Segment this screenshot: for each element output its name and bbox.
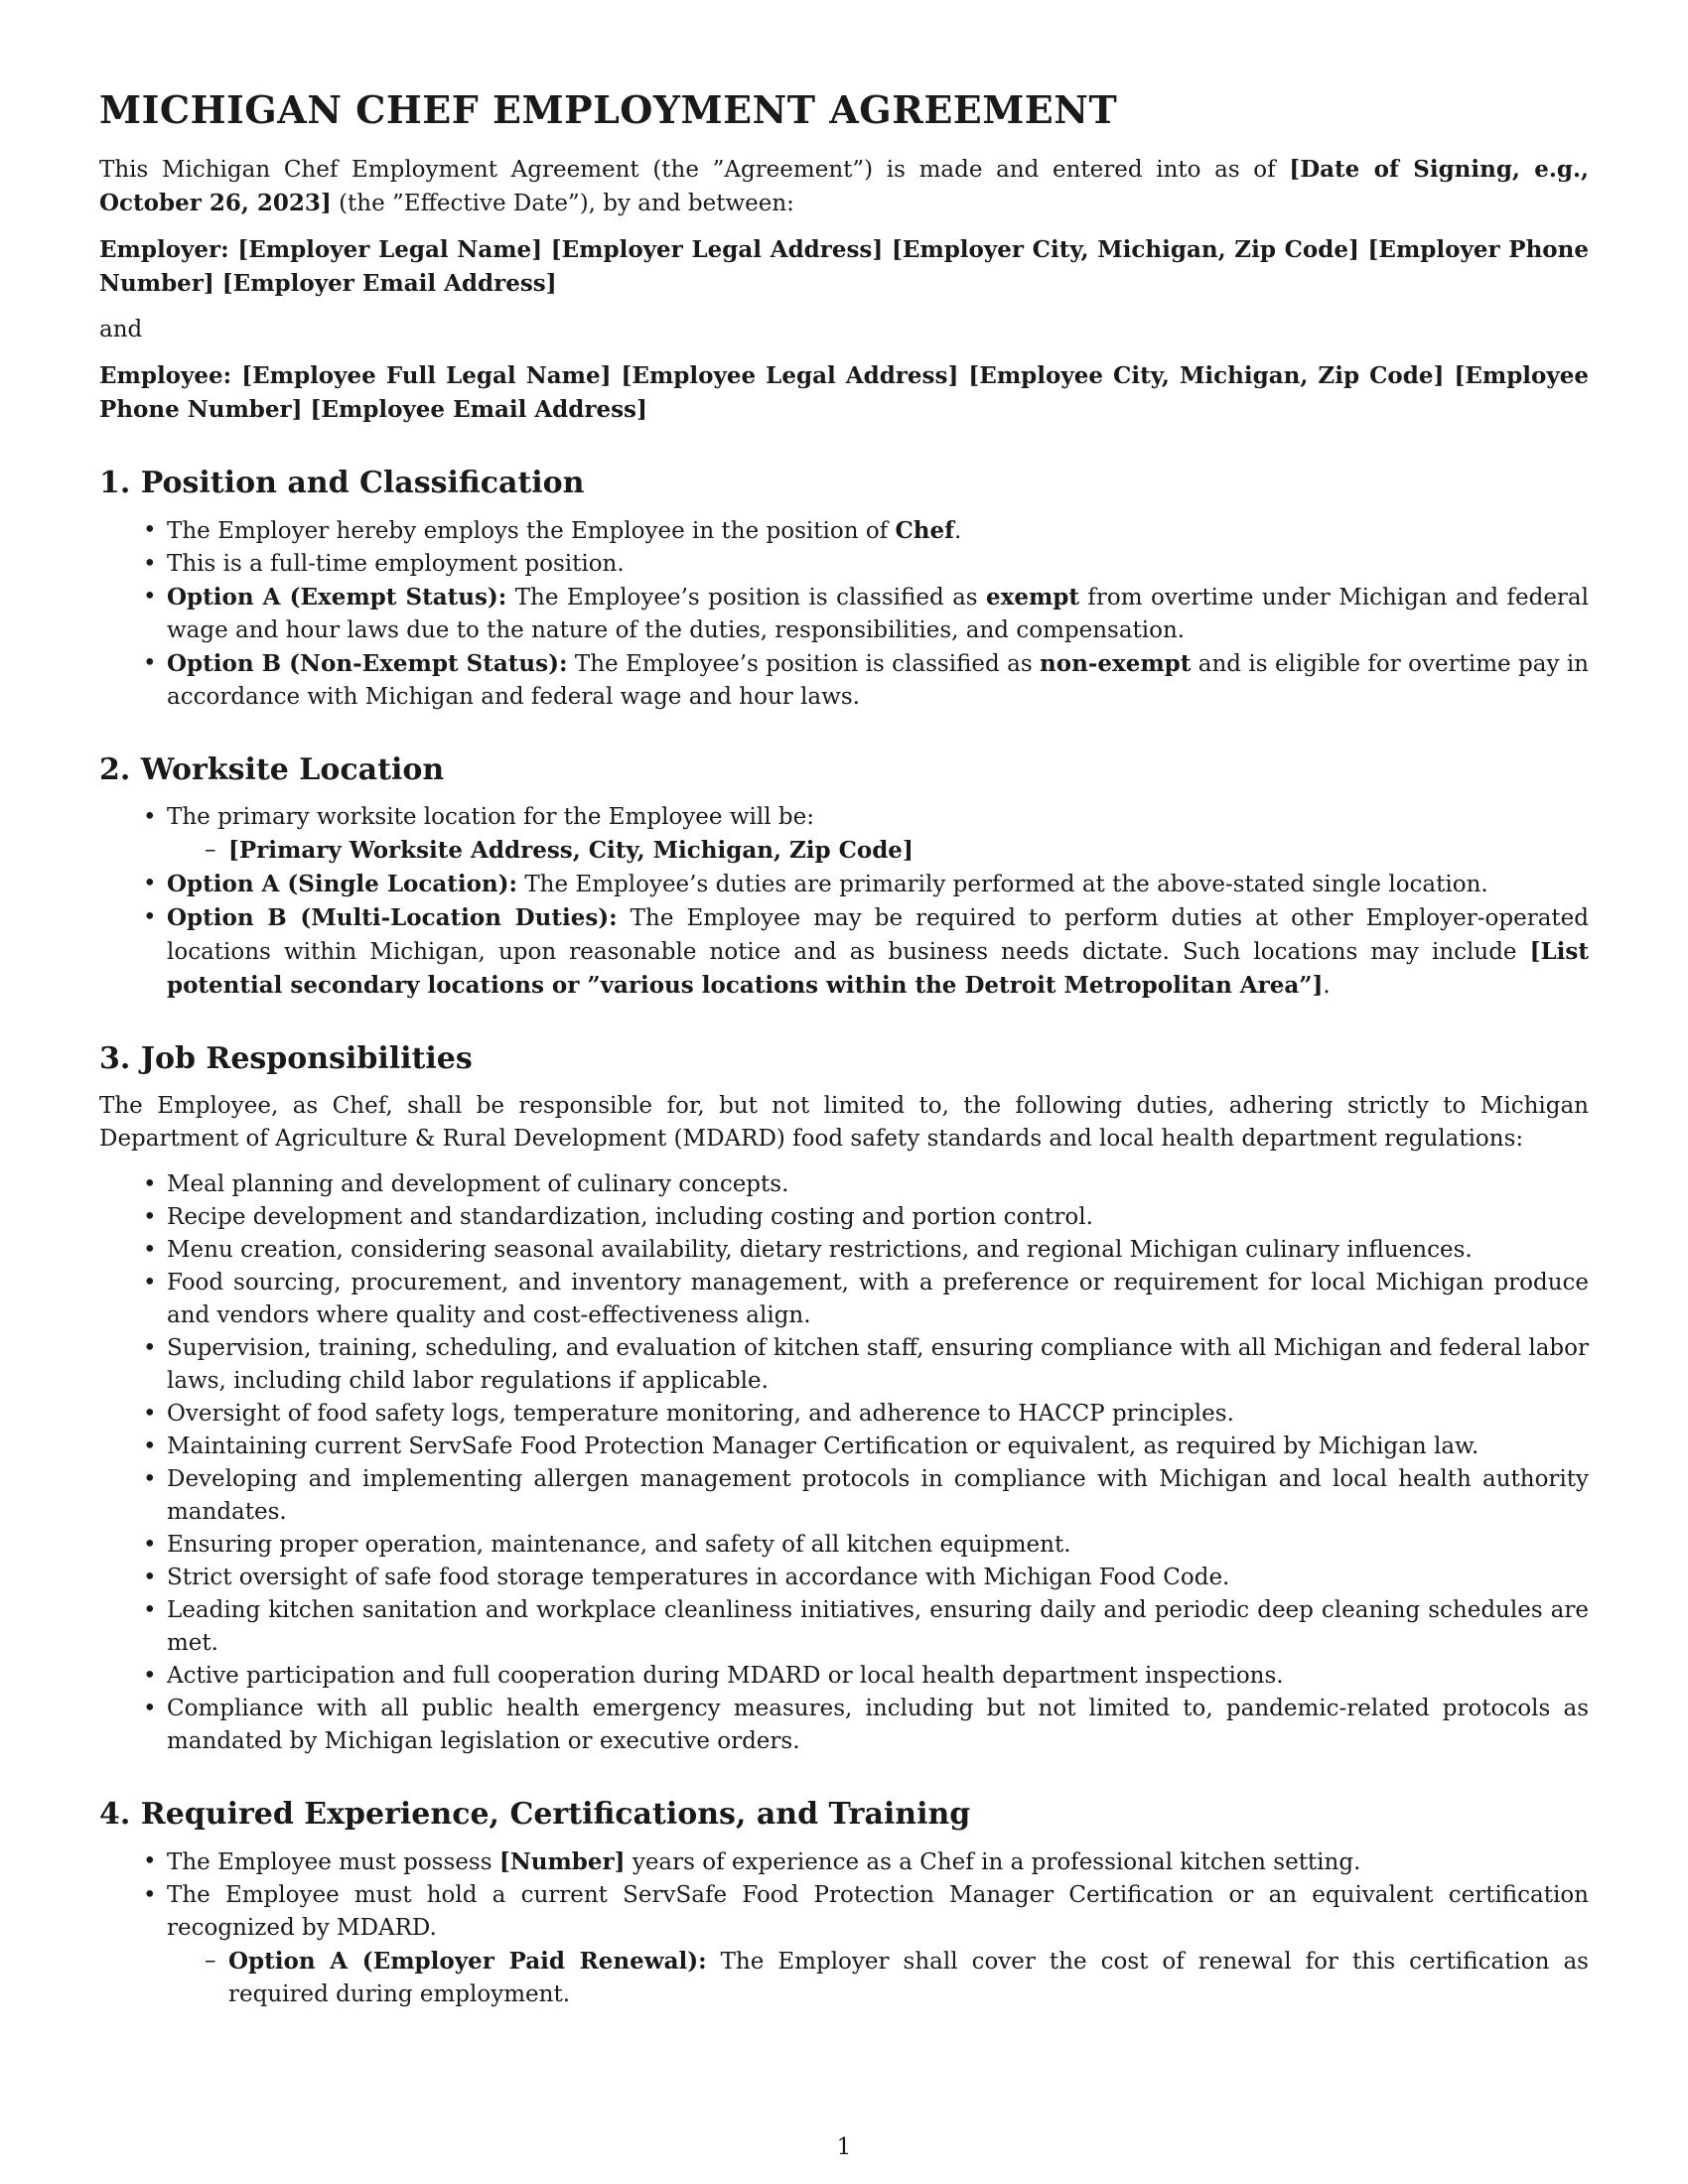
list-item-text: The Employee must possess — [167, 1849, 499, 1875]
list-item-text: . — [954, 518, 962, 544]
option-a-label: Option A (Single Location): — [167, 871, 518, 897]
list-item-text: The Employee’s position is classified as — [506, 585, 986, 611]
list-item — [167, 801, 1589, 868]
employer-label: Employer: — [99, 236, 229, 263]
list-item: • Oversight of food safety logs, temperature monitoring, and adherence to HACCP principles. — [167, 1398, 1589, 1431]
list-item-text: The Employer hereby employs the Employee in the position of — [167, 518, 896, 544]
section-2-list — [99, 801, 1589, 1003]
list-item: • Active participation and full cooperation during MDARD or local health department inspections. — [167, 1660, 1589, 1693]
list-item-text: The Employee must hold a current ServSafe Food Protection Manager Certification or an equivalent certification recognized by MDARD. — [167, 1882, 1589, 1941]
responsibilities-list — [99, 1168, 1589, 1758]
list-item: • Menu creation, considering seasonal availability, dietary restrictions, and regional Michigan culinary influences. — [167, 1234, 1589, 1267]
intro-text-2: (the ”Effective Date”), by and between: — [331, 191, 794, 216]
list-item: • Ensuring proper operation, maintenance, and safety of all kitchen equipment. — [167, 1529, 1589, 1562]
sub-list-item — [228, 1945, 1589, 2011]
employee-fields: [Employee Full Legal Name] [Employee Legal Address] [Employee City, Michigan, Zip Code] [Employee Phone Number] [Employee Email Address] — [99, 362, 1589, 423]
non-exempt-term: non-exempt — [1040, 650, 1192, 677]
worksite-address-placeholder: [Primary Worksite Address, City, Michigan, Zip Code] — [228, 837, 914, 864]
option-b-label: Option B (Multi-Location Duties): — [167, 904, 618, 931]
list-item-text: . — [1323, 973, 1331, 999]
section-4-heading: 4. Required Experience, Certifications, and Training — [99, 1797, 971, 1832]
list-item: • Strict oversight of safe food storage temperatures in accordance with Michigan Food Code. — [167, 1562, 1589, 1594]
intro-paragraph — [99, 153, 1589, 220]
section-3-intro: The Employee, as Chef, shall be responsible for, but not limited to, the following duties, adhering strictly to Michigan Department of Agriculture & Rural Development (MDARD) food safety standards and local health department regulations: — [99, 1093, 1589, 1152]
list-item-text: from overtime under Michigan and federal wage and hour laws due to the nature of the duties, responsibilities, and compensation. — [167, 585, 1589, 643]
employer-fields: [Employer Legal Name] [Employer Legal Address] [Employer City, Michigan, Zip Code] [Employer Phone Number] [Employer Email Address] — [99, 236, 1589, 297]
exempt-term: exempt — [985, 584, 1080, 611]
list-item — [167, 647, 1589, 714]
employer-block — [99, 233, 1589, 301]
and-text: and — [99, 317, 143, 342]
section-1-heading: 1. Position and Classification — [99, 466, 585, 500]
intro-text-1: This Michigan Chef Employment Agreement (the ”Agreement”) is made and entered into as of — [99, 157, 1290, 183]
list-item — [167, 1879, 1589, 2011]
list-item-text: The Employee’s duties are primarily performed at the above-stated single location. — [517, 872, 1488, 897]
list-item: • Recipe development and standardization, including costing and portion control. — [167, 1201, 1589, 1234]
list-item-text: The Employee may be required to perform duties at other Employer-operated locations within Michigan, upon reasonable notice and as business needs dictate. Such locations may include — [167, 905, 1589, 965]
section-4-list — [99, 1845, 1589, 2011]
section-2-heading: 2. Worksite Location — [99, 752, 445, 787]
list-item — [167, 1845, 1589, 1879]
page-number: 1 — [836, 2134, 852, 2160]
list-item: • Leading kitchen sanitation and workplace cleanliness initiatives, ensuring daily and periodic deep cleaning schedules are met. — [167, 1594, 1589, 1660]
list-item: • Developing and implementing allergen management protocols in compliance with Michigan and local health authority mandates. — [167, 1463, 1589, 1529]
list-item — [167, 514, 1589, 548]
list-item: • This is a full-time employment position. — [167, 548, 1589, 581]
list-item-text: The Employer shall cover the cost of renewal for this certification as required during employment. — [228, 1949, 1589, 2007]
document-page — [99, 87, 1589, 2011]
employee-block — [99, 359, 1589, 427]
sub-list-item — [228, 834, 1589, 868]
list-item-text: and is eligible for overtime pay in accordance with Michigan and federal wage and hour laws. — [167, 651, 1589, 710]
list-item: • Compliance with all public health emergency measures, including but not limited to, pandemic-related protocols as mandated by Michigan legislation or executive orders. — [167, 1693, 1589, 1758]
secondary-locations-placeholder: [List potential secondary locations or ”various locations within the Detroit Metropolitan Area”] — [167, 938, 1589, 999]
list-item-text: The primary worksite location for the Employee will be: — [167, 804, 814, 830]
list-item — [167, 581, 1589, 647]
worksite-sublist — [167, 834, 1589, 868]
position-chef: Chef — [895, 517, 955, 544]
option-a-label: Option A (Employer Paid Renewal): — [228, 1948, 707, 1975]
document-title: MICHIGAN CHEF EMPLOYMENT AGREEMENT — [99, 87, 1118, 132]
certification-sublist — [167, 1945, 1589, 2011]
employee-label: Employee: — [99, 362, 232, 389]
date-of-signing-placeholder: [Date of Signing, e.g., October 26, 2023] — [99, 156, 1590, 216]
list-item — [167, 868, 1589, 901]
section-3-heading: 3. Job Responsibilities — [99, 1041, 473, 1076]
list-item: • Food sourcing, procurement, and inventory management, with a preference or requirement for local Michigan produce and vendors where quality and cost-effectiveness align. — [167, 1267, 1589, 1332]
list-item: • Meal planning and development of culinary concepts. — [167, 1168, 1589, 1201]
option-b-label: Option B (Non-Exempt Status): — [167, 650, 568, 677]
section-1-list — [99, 514, 1589, 714]
years-number-placeholder: [Number] — [498, 1848, 626, 1875]
list-item — [167, 901, 1589, 1003]
list-item-text: years of experience as a Chef in a professional kitchen setting. — [625, 1849, 1361, 1875]
list-item: • Supervision, training, scheduling, and evaluation of kitchen staff, ensuring compliance with all Michigan and federal labor laws, including child labor regulations if applicable. — [167, 1332, 1589, 1398]
list-item-text: The Employee’s position is classified as — [567, 651, 1041, 677]
list-item: • Maintaining current ServSafe Food Protection Manager Certification or equivalent, as required by Michigan law. — [167, 1431, 1589, 1463]
option-a-label: Option A (Exempt Status): — [167, 584, 507, 611]
